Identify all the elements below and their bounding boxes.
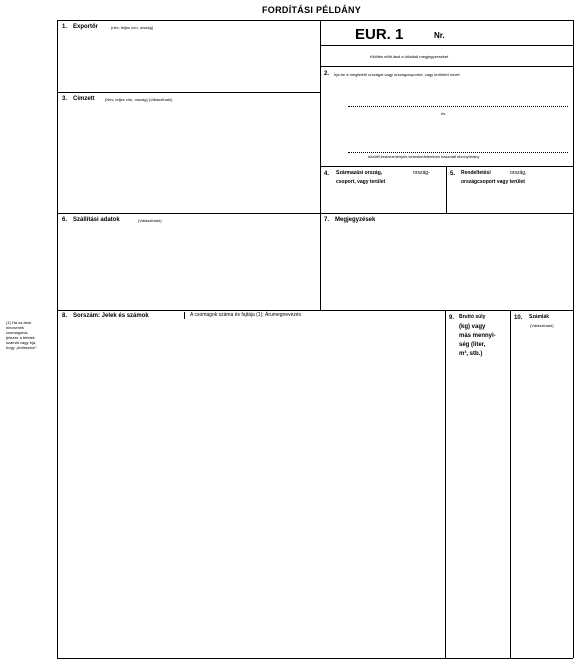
form-right-border: [573, 20, 574, 658]
column-divider: [320, 20, 321, 310]
box6-label: Szállítási adatok: [73, 217, 120, 223]
divider-45-7: [320, 213, 573, 214]
box10-number: 10.: [514, 315, 523, 321]
box10-label: Számlák: [529, 314, 550, 320]
box7-label: Megjegyzések: [335, 217, 376, 223]
divider-eur-note: [320, 45, 573, 46]
divider-4-5: [446, 166, 447, 213]
footnote: (1) Ha az áruk nincsenek csomagolva, jelezze a tételek számát vagy írja, hogy „ömlesztve”.: [6, 320, 38, 350]
box7-number: 7.: [324, 217, 330, 223]
box9-line-2: (kg) vagy: [459, 324, 486, 330]
divider-1-3: [57, 92, 320, 93]
page-title: FORDÍTÁSI PÉLDÁNY: [262, 5, 362, 15]
box8-sublabel: A csomagok száma és fajtája (1); Árumegnevezés: [190, 312, 302, 318]
box2-text: Írja be a megfelelő országot vagy országcsoportot, vagy területet nevét: [334, 72, 460, 77]
divider-note-2: [320, 66, 573, 67]
box8-number: 8.: [62, 313, 68, 319]
certificate-note: Kitöltés előtt lásd a túloldali megjegyzéseket: [370, 54, 449, 59]
box2-dotted-line-1: [348, 106, 568, 107]
box8-header-separator: [184, 312, 185, 319]
box5-number: 5.: [450, 171, 456, 177]
box3-label: Címzett: [73, 96, 95, 102]
box9-line-3: más mennyi-: [459, 333, 496, 339]
certificate-eur: EUR. 1: [355, 26, 404, 43]
form-top-border: [57, 20, 573, 21]
box3-sublabel: (Név, teljes cím, ország) (Választható): [105, 97, 173, 102]
box6-number: 6.: [62, 217, 68, 223]
box4-line1-normal: ország-: [413, 170, 430, 176]
form-left-border: [57, 20, 58, 658]
box2-dotted-line-2: [348, 152, 568, 153]
divider-8-9: [445, 310, 446, 658]
box1-sublabel: (név, teljes cím, ország): [111, 25, 154, 30]
box2-mid: és: [441, 111, 446, 116]
box9-number: 9.: [449, 315, 455, 321]
box4-line2: csoport, vagy terület: [336, 179, 386, 185]
divider-top-8: [57, 310, 573, 311]
box10-sublabel: (Választható): [530, 323, 554, 328]
box4-line1-bold: Származási ország,: [336, 170, 383, 176]
box9-line-1: Bruttó súly: [459, 314, 486, 320]
box2-number: 2.: [324, 71, 330, 77]
box6-sublabel: (Választható): [138, 218, 162, 223]
form-bottom-border: [57, 658, 573, 659]
divider-3-6: [57, 213, 320, 214]
divider-9-10: [510, 310, 511, 658]
box9-line-5: m³, stb.): [459, 351, 483, 357]
box9-line-4: ség (liter,: [459, 342, 486, 348]
box5-line2: országcsoport vagy terület: [461, 179, 525, 185]
box2-bottom: közötti kedvezményes kereskedelemben használt bizonyítvány: [368, 154, 480, 159]
box4-number: 4.: [324, 171, 330, 177]
box8-label: Sorszám: Jelek és számok: [73, 313, 149, 319]
box1-label: Exportőr: [73, 24, 99, 30]
certificate-nr: Nr.: [434, 31, 445, 40]
box3-number: 3.: [62, 96, 68, 102]
box1-number: 1.: [62, 24, 68, 30]
box5-line1-bold: Rendeltetési: [461, 170, 491, 176]
box5-line1-normal: ország,: [510, 170, 527, 176]
